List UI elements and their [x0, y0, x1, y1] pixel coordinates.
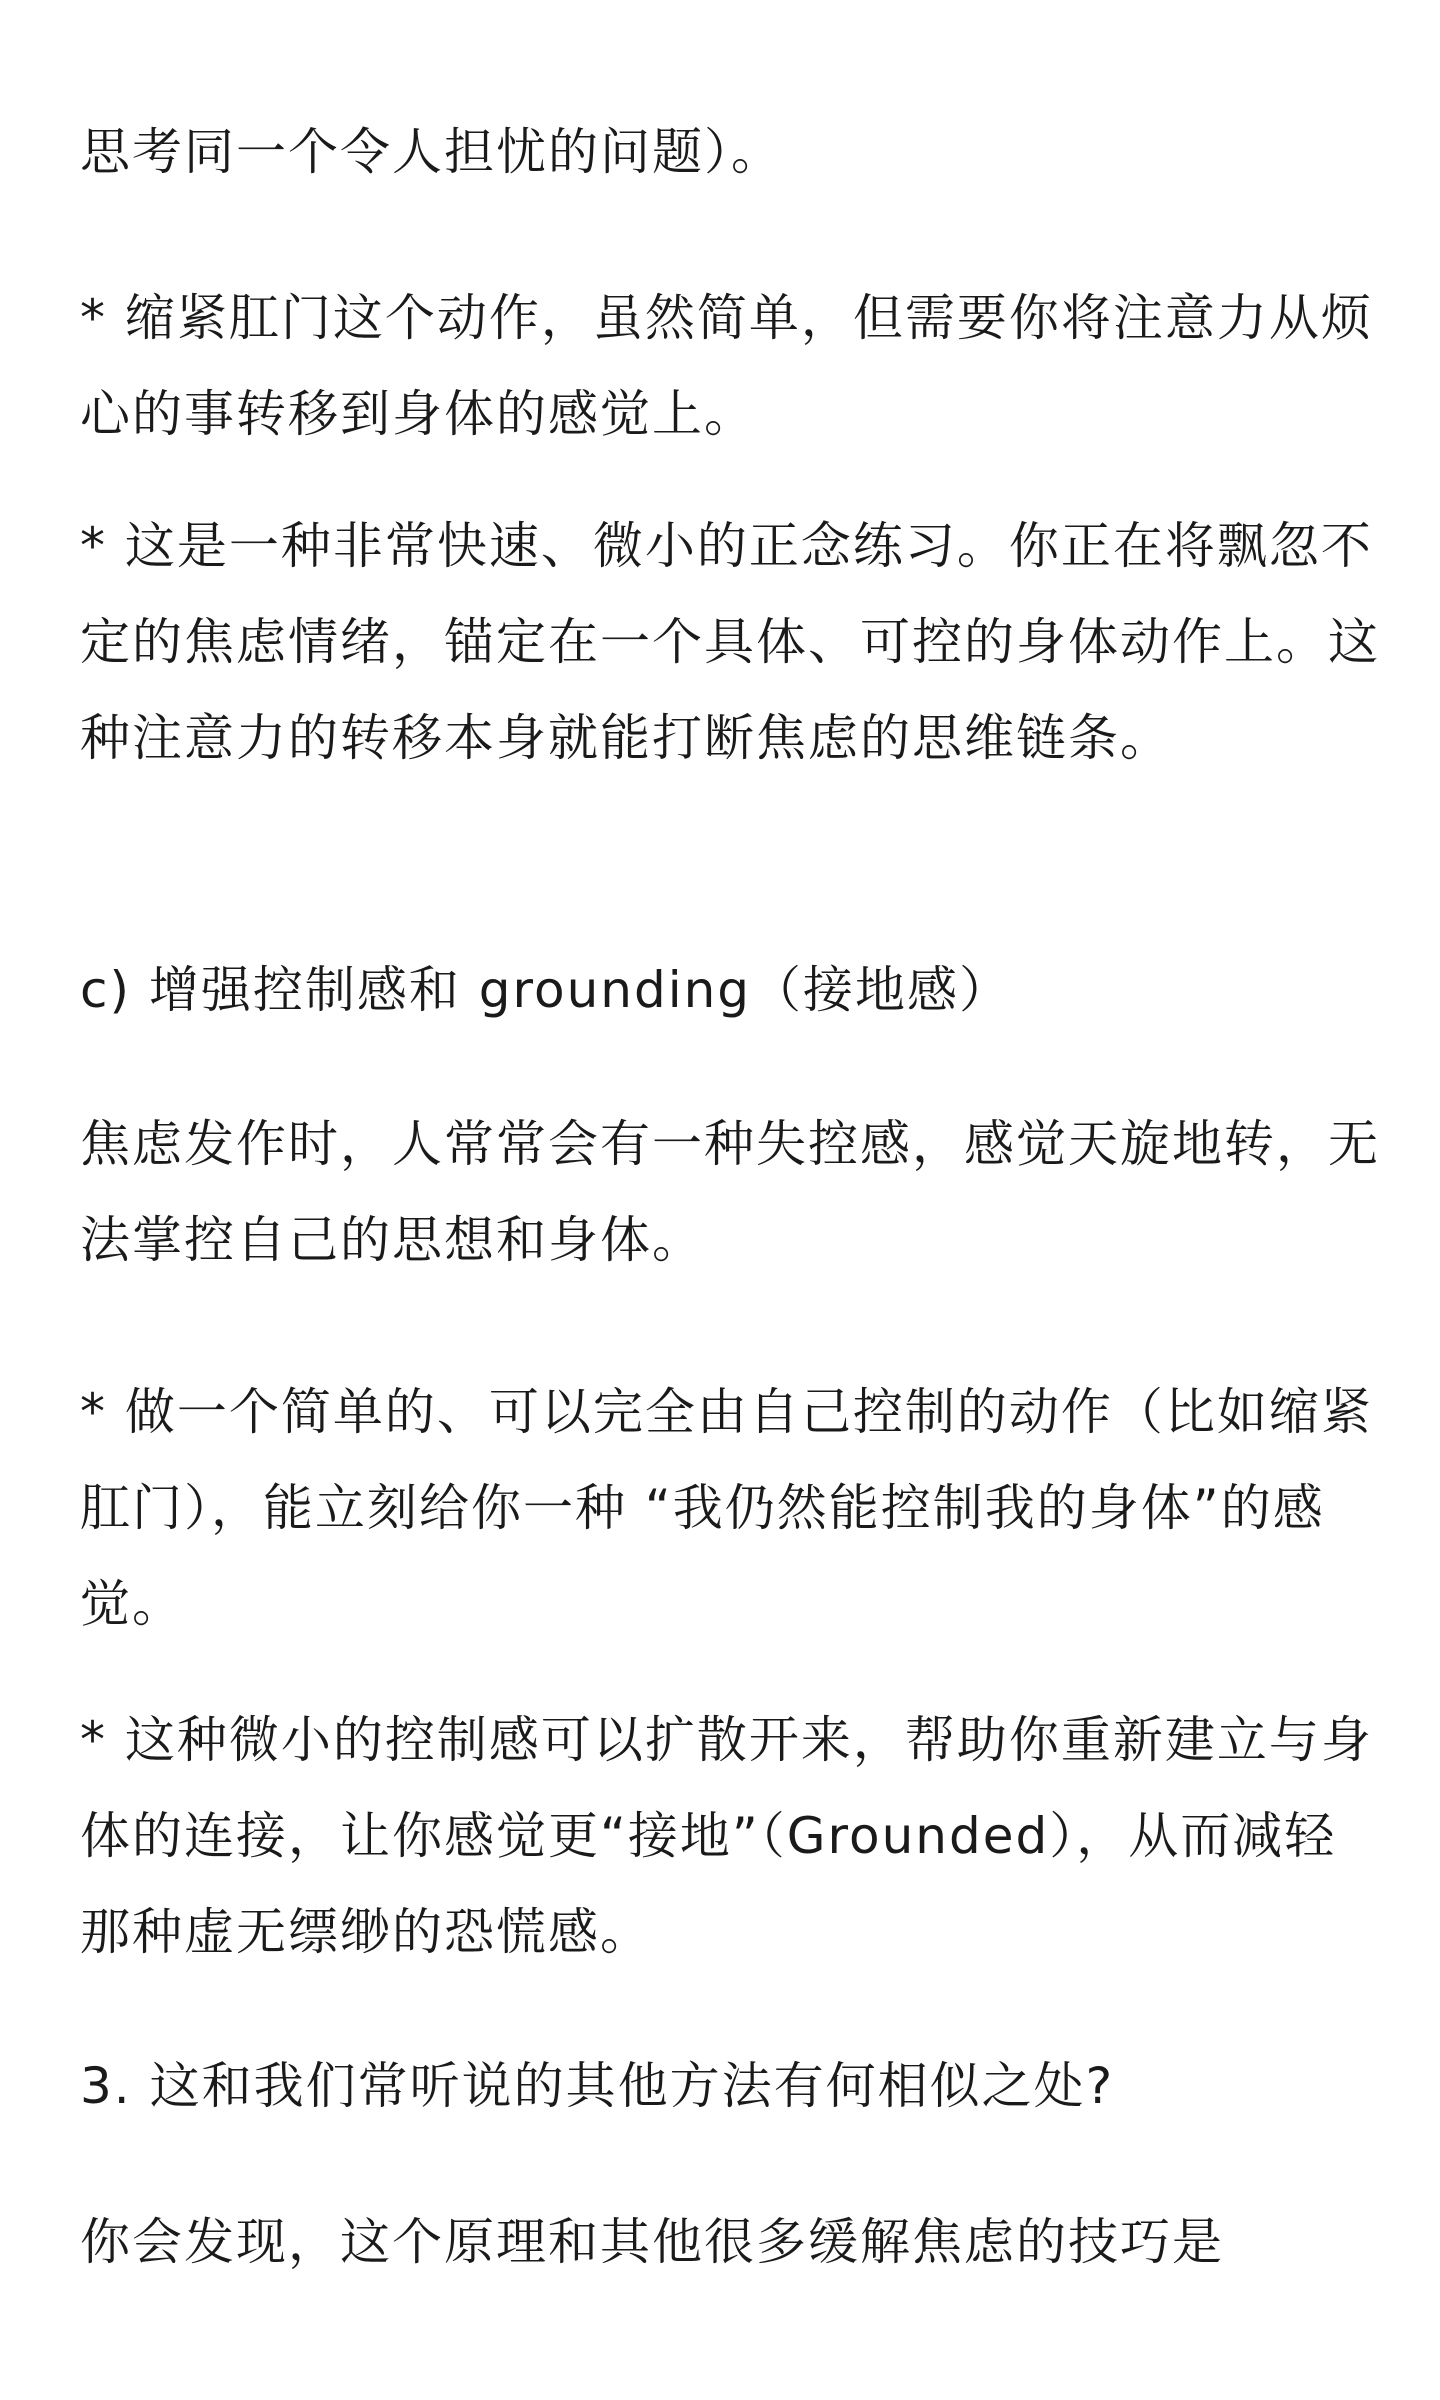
- paragraph-loss-of-control: 焦虑发作时，人常常会有一种失控感，感觉天旋地转，无法掌控自己的思想和身体。: [80, 1115, 1380, 1269]
- bullet-grounding: * 这种微小的控制感可以扩散开来，帮助你重新建立与身体的连接，让你感觉更“接地”（Grounded），从而减轻那种虚无缥缈的恐慌感。: [80, 1711, 1373, 1961]
- bullet-simple-action: * 做一个简单的、可以完全由自己控制的动作（比如缩紧肛门），能立刻给你一种 “我仍然能控制我的身体”的感觉。: [80, 1383, 1373, 1633]
- bullet-mindfulness: * 这是一种非常快速、微小的正念练习。你正在将飘忽不定的焦虑情绪，锚定在一个具体、可控的身体动作上。这种注意力的转移本身就能打断焦虑的思维链条。: [80, 517, 1380, 767]
- paragraph-similar-principle: 你会发现，这个原理和其他很多缓解焦虑的技巧是: [80, 2213, 1224, 2271]
- bullet-distraction: * 缩紧肛门这个动作，虽然简单，但需要你将注意力从烦心的事转移到身体的感觉上。: [80, 289, 1373, 443]
- paragraph-continuation: 思考同一个令人担忧的问题）。: [80, 123, 783, 181]
- section-heading-control: c) 增强控制感和 grounding（接地感）: [80, 961, 1012, 1019]
- section-heading-similar-methods: 3. 这和我们常听说的其他方法有何相似之处?: [80, 2057, 1115, 2115]
